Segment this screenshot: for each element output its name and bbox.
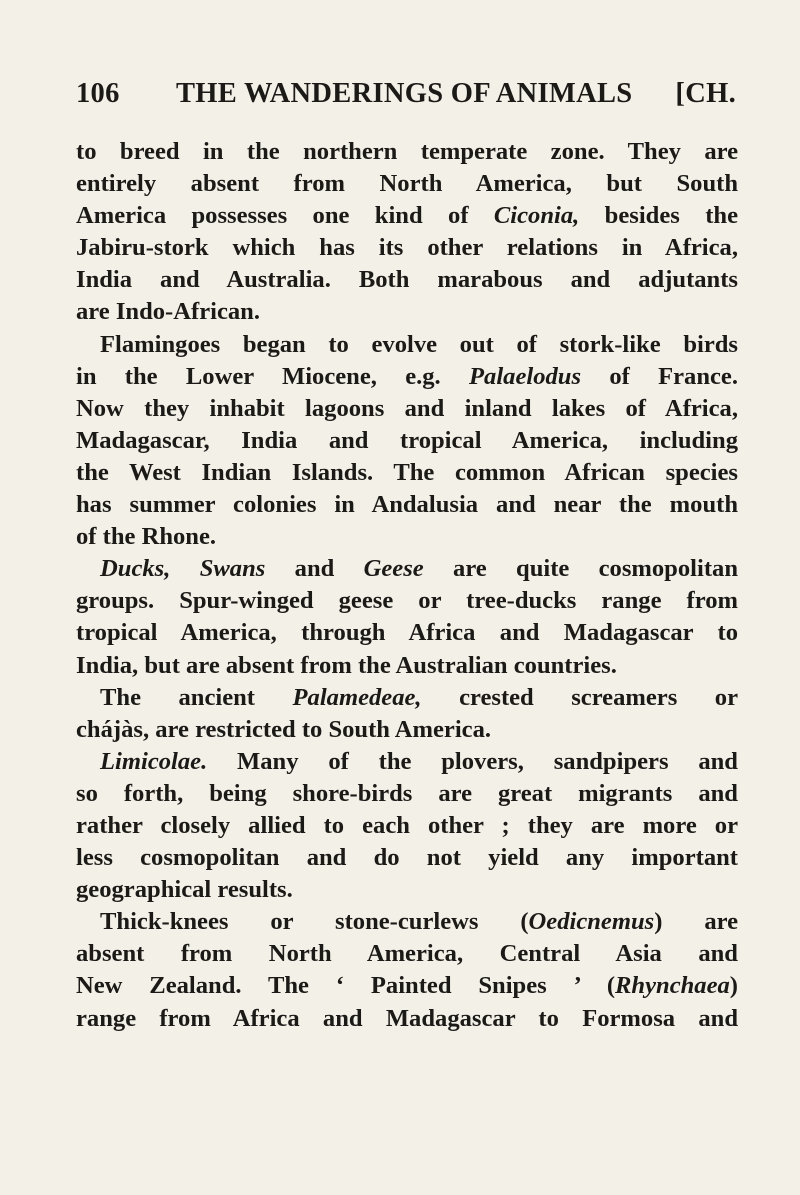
text-line	[76, 970, 738, 1002]
text-line	[76, 585, 738, 617]
text-line	[76, 617, 738, 649]
text-segment: The ancient	[100, 683, 293, 711]
italic-term: Geese	[363, 555, 424, 583]
text-line	[76, 778, 738, 810]
text-line	[76, 553, 738, 585]
text-segment: the West Indian Islands. The common African species	[76, 458, 738, 486]
text-segment: has summer colonies in Andalusia and near the mouth	[76, 491, 738, 519]
text-segment: and	[265, 555, 364, 583]
text-line	[76, 842, 738, 874]
text-segment	[170, 555, 199, 582]
text-segment: so forth, being shore-birds are great migrants and	[76, 779, 738, 807]
text-line	[76, 200, 738, 232]
body-text	[76, 136, 738, 1035]
text-segment: crested screamers or	[421, 683, 738, 711]
running-title: THE WANDERINGS OF ANIMALS	[176, 78, 633, 109]
running-header	[76, 78, 736, 118]
text-line	[76, 136, 738, 168]
italic-term: Oedicnemus	[528, 908, 655, 936]
italic-term: Limicolae.	[100, 747, 208, 775]
text-segment: New Zealand. The ‘ Painted Snipes ’ (	[76, 972, 616, 1000]
italic-term: Ducks,	[100, 555, 171, 583]
text-line	[76, 425, 738, 457]
text-segment: America possesses one kind of	[76, 202, 494, 230]
text-line	[76, 489, 738, 521]
italic-term: Rhynchaea	[615, 972, 730, 1000]
text-segment: absent from North America, Central Asia and	[76, 940, 738, 968]
text-segment: are Indo-African.	[76, 298, 260, 326]
text-segment: entirely absent from North America, but South	[76, 170, 738, 198]
text-line	[76, 361, 738, 393]
text-segment: Now they inhabit lagoons and inland lakes of Africa,	[76, 394, 738, 422]
text-segment: groups. Spur-winged geese or tree-ducks range from	[76, 587, 738, 615]
text-segment: Flamingoes began to evolve out of stork-like birds	[100, 330, 738, 358]
text-line	[76, 296, 738, 328]
text-line	[76, 714, 738, 746]
text-line	[76, 682, 738, 714]
text-segment: less cosmopolitan and do not yield any important	[76, 844, 738, 872]
text-line	[76, 1003, 738, 1035]
text-line	[76, 457, 738, 489]
text-segment: of France.	[581, 362, 738, 390]
text-segment: Many of the plovers, sandpipers and	[207, 747, 738, 775]
text-segment: Thick-knees or stone-curlews (	[100, 908, 529, 936]
text-segment: India, but are absent from the Australian countries.	[76, 651, 617, 679]
text-segment: chájàs, are restricted to South America.	[76, 715, 492, 743]
chapter-tag: [CH.	[675, 78, 736, 109]
text-segment: India and Australia. Both marabous and adjutants	[76, 266, 738, 294]
text-line	[76, 521, 738, 553]
text-segment: range from Africa and Madagascar to Formosa and	[76, 1004, 738, 1032]
text-line	[76, 264, 738, 296]
page-number: 106	[76, 78, 120, 109]
text-segment: tropical America, through Africa and Madagascar to	[76, 619, 738, 647]
text-segment: are quite cosmopolitan	[423, 555, 738, 583]
text-line	[76, 232, 738, 264]
text-segment: rather closely allied to each other ; they are more or	[76, 811, 738, 839]
text-segment: Madagascar, India and tropical America, including	[76, 426, 738, 454]
text-segment: to breed in the northern temperate zone. They are	[76, 138, 738, 165]
italic-term: Swans	[199, 555, 266, 583]
text-line	[76, 746, 738, 778]
text-segment: of the Rhone.	[76, 523, 217, 551]
italic-term: Palaelodus	[469, 362, 582, 390]
text-line	[76, 938, 738, 970]
text-segment: )	[729, 972, 738, 1000]
text-line	[76, 393, 738, 425]
text-segment: ) are	[654, 908, 738, 936]
text-segment: in the Lower Miocene, e.g.	[76, 362, 469, 390]
text-line	[76, 329, 738, 361]
italic-term: Palamedeae,	[292, 683, 422, 711]
text-segment: geographical results.	[76, 876, 293, 904]
italic-term: Ciconia,	[493, 202, 580, 230]
text-line	[76, 874, 738, 906]
text-segment: Jabiru-stork which has its other relations in Africa,	[76, 234, 738, 262]
text-line	[76, 906, 738, 938]
text-line	[76, 650, 738, 682]
text-line	[76, 810, 738, 842]
text-segment: besides the	[579, 202, 738, 230]
text-line	[76, 168, 738, 200]
